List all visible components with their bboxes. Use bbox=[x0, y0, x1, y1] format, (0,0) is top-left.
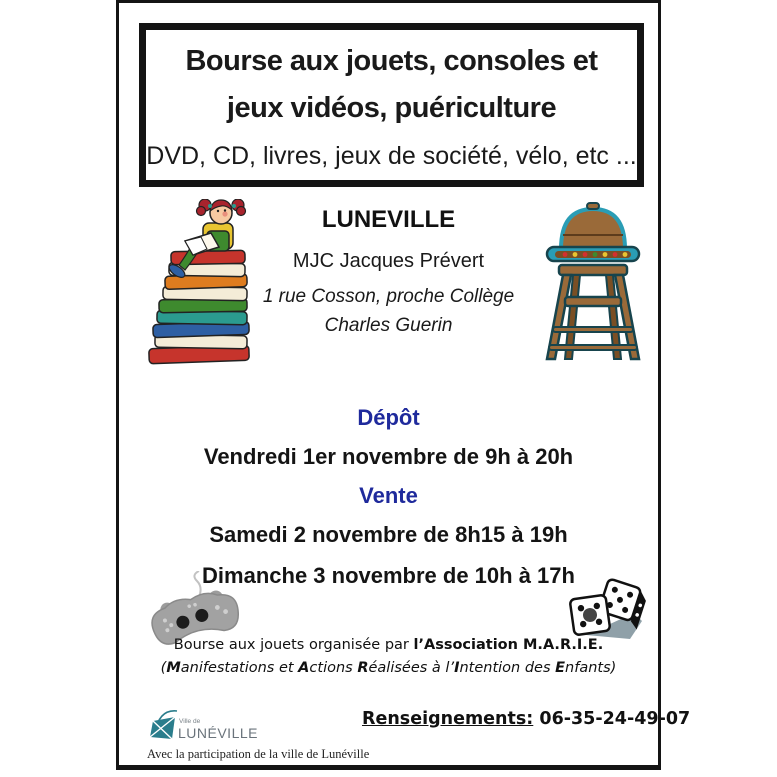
poster-border bbox=[116, 0, 691, 770]
vente-time-sunday: Dimanche 3 novembre de 10h à 17h bbox=[202, 563, 575, 588]
luneville-city-logo bbox=[145, 703, 265, 751]
organizer-association-name: l’Association M.A.R.I.E. bbox=[413, 637, 604, 653]
acronym-word-4: ntention des bbox=[459, 660, 556, 676]
acronym-letter-i: I bbox=[454, 660, 460, 676]
venue-place: MJC Jacques Prévert bbox=[292, 250, 485, 272]
logo-text-large: LUNÉVILLE bbox=[178, 725, 258, 741]
organizer-line bbox=[119, 637, 658, 653]
poster-title-line2: jeux vidéos, puériculture bbox=[226, 92, 557, 124]
acronym-word-2: ctions bbox=[309, 660, 358, 676]
dice-icon bbox=[564, 577, 648, 645]
organizer-prefix: Bourse aux jouets organisée par bbox=[173, 637, 414, 653]
organizer-acronym-expansion bbox=[119, 660, 658, 676]
contact-label: Renseignements: bbox=[362, 709, 534, 729]
acronym-letter-e: E bbox=[555, 660, 566, 676]
depot-time: Vendredi 1er novembre de 9h à 20h bbox=[203, 444, 574, 469]
contact-phone: 06-35-24-49-07 bbox=[533, 709, 691, 729]
acronym-letter-m: M bbox=[166, 660, 181, 676]
header-box bbox=[139, 23, 644, 187]
participation-note: Avec la participation de la ville de Lunéville bbox=[147, 747, 370, 761]
logo-text-small: Ville de bbox=[179, 718, 201, 725]
acronym-word-5: nfants bbox=[565, 660, 611, 676]
poster-subtitle: DVD, CD, livres, jeux de société, vélo, etc ... bbox=[146, 142, 637, 170]
acronym-letter-a: A bbox=[298, 660, 310, 676]
venue-address-line2: Charles Guerin bbox=[324, 315, 453, 336]
vente-time-saturday: Samedi 2 novembre de 8h15 à 19h bbox=[209, 522, 568, 547]
vente-label: Vente bbox=[359, 483, 418, 508]
venue-city: LUNEVILLE bbox=[321, 206, 456, 233]
acronym-letter-r: R bbox=[357, 660, 369, 676]
depot-label: Dépôt bbox=[357, 405, 420, 430]
paren-open: ( bbox=[160, 660, 167, 676]
venue-address-line1: 1 rue Cosson, proche Collège bbox=[262, 286, 515, 307]
acronym-word-3: éalisées à l’ bbox=[368, 660, 455, 676]
acronym-word-1: anifestations et bbox=[180, 660, 299, 676]
paren-close: ) bbox=[610, 660, 617, 676]
contact-line bbox=[362, 709, 690, 729]
poster-title-line1: Bourse aux jouets, consoles et bbox=[185, 45, 598, 77]
